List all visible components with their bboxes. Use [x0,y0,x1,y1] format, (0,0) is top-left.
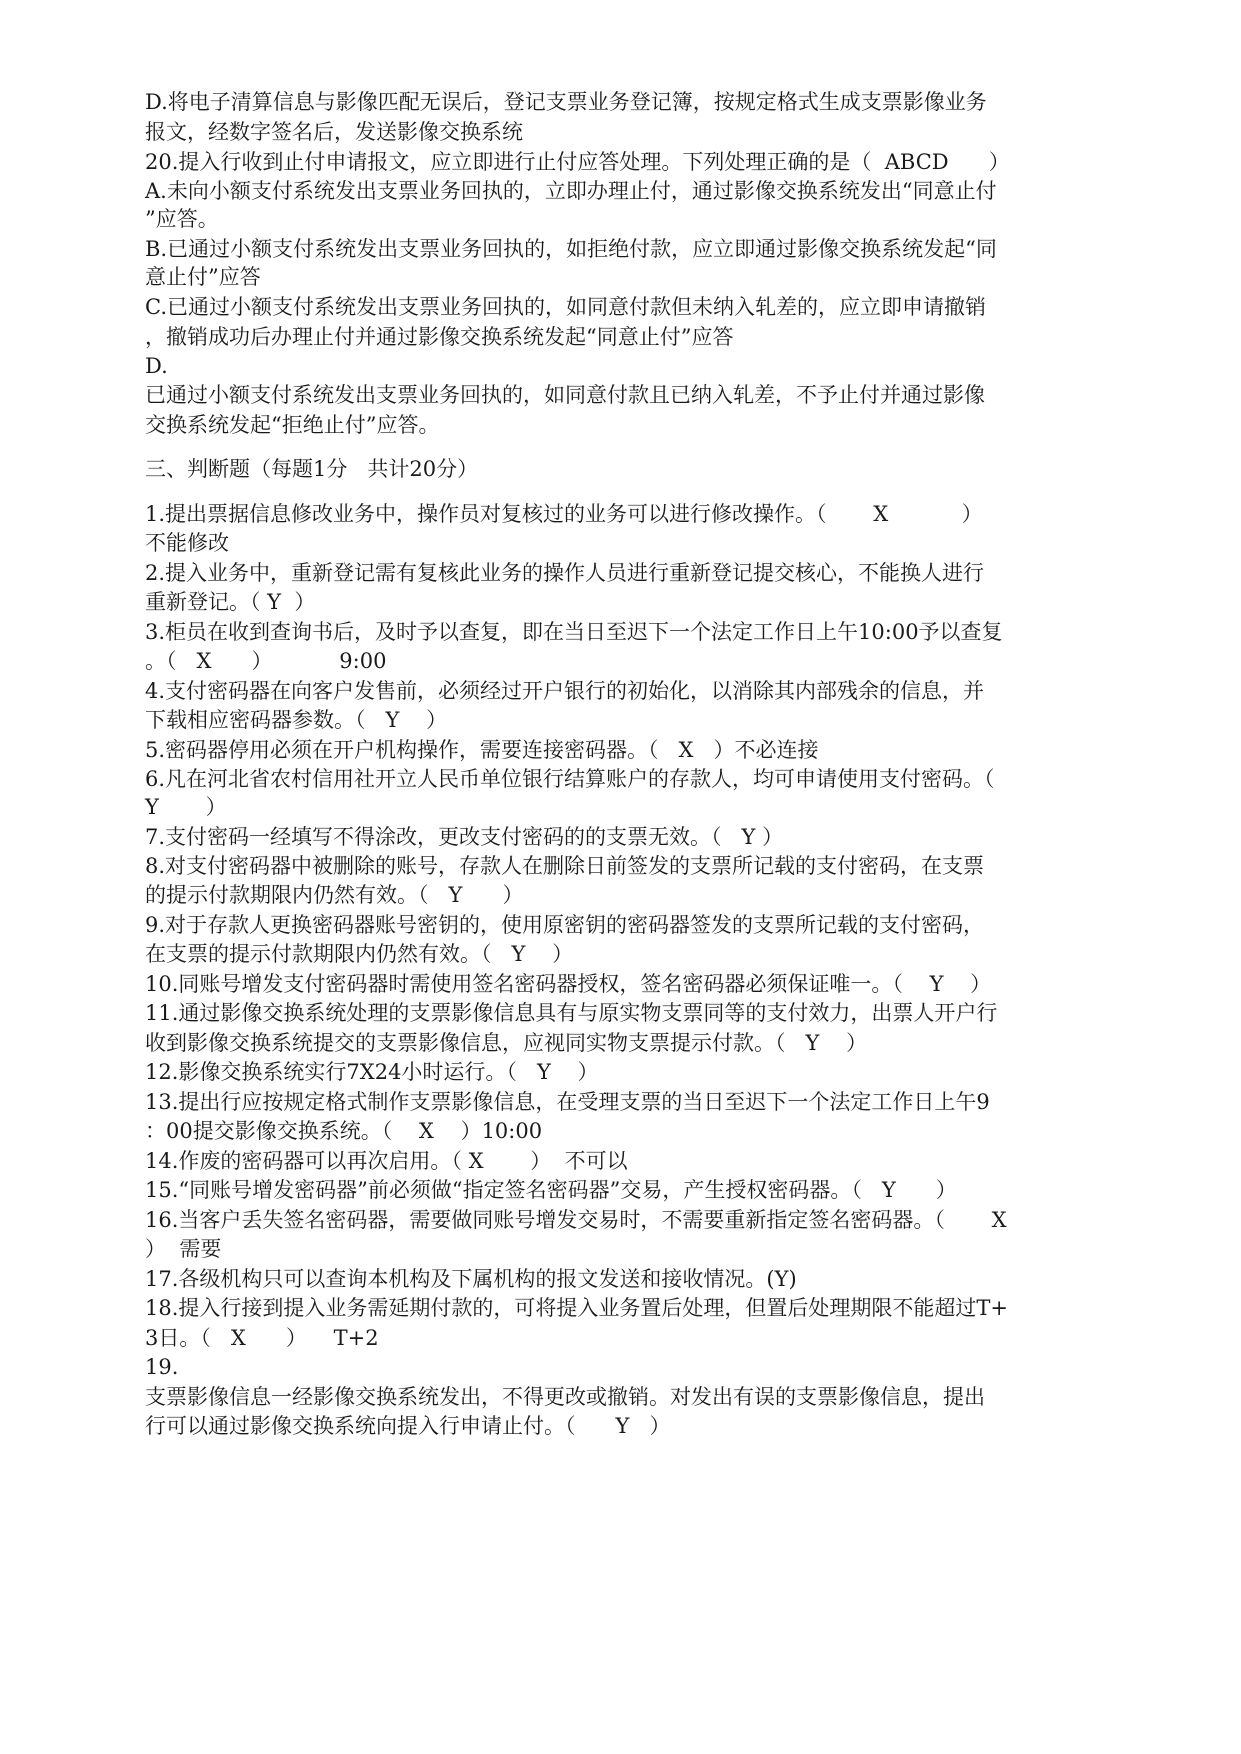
text-line: ） 需要 [145,1237,222,1261]
text-line: 。（ X ） 9:00 [145,649,387,673]
text-line: 17.各级机构只可以查询本机构及下属机构的报文发送和接收情况。(Y) [145,1267,797,1291]
text-line: 3.柜员在收到查询书后，及时予以查复，即在当日至迟下一个法定工作日上午10:00予以查复 [145,620,1003,644]
text-line: 2.提入业务中，重新登记需有复核此业务的操作人员进行重新登记提交核心，不能换人进行 [145,561,985,585]
text-line: 10.同账号增发支付密码器时需使用签名密码器授权，签名密码器必须保证唯一。（ Y ） [145,972,992,996]
text-line: 下载相应密码器参数。（ Y ） [145,708,448,732]
text-line: 14.作废的密码器可以再次启用。（ X ） 不可以 [145,1149,628,1173]
text-line: D.将电子清算信息与影像匹配无误后，登记支票业务登记簿，按规定格式生成支票影像业务 [145,90,987,114]
text-line: 的提示付款期限内仍然有效。（ Y ） [145,883,524,907]
text-line: ”应答。 [145,207,219,231]
text-line: 9.对于存款人更换密码器账号密钥的，使用原密钥的密码器签发的支票所记载的支付密码， [145,913,985,937]
text-line: 3日。（ X ） T+2 [145,1326,379,1350]
text-line: 20.提入行收到止付申请报文，应立即进行止付应答处理。下列处理正确的是（ ABCD ） [145,150,1010,174]
text-line: 6.凡在河北省农村信用社开立人民币单位银行结算账户的存款人，均可申请使用支付密码。（ [145,767,995,791]
text-line: Y ） [145,795,227,819]
text-line: 已通过小额支付系统发出支票业务回执的，如同意付款且已纳入轧差，不予止付并通过影像 [145,383,985,407]
text-line: 19. [145,1355,179,1379]
text-line: C.已通过小额支付系统发出支票业务回执的，如同意付款但未纳入轧差的，应立即申请撤销 [145,295,986,319]
text-line: 1.提出票据信息修改业务中，操作员对复核过的业务可以进行修改操作。（ X ） [145,502,983,526]
text-line: 12.影像交换系统实行7X24小时运行。（ Y ） [145,1060,599,1084]
text-line: ，撤销成功后办理止付并通过影像交换系统发起“同意止付”应答 [145,325,734,349]
text-line: 15.“同账号增发密码器”前必须做“指定签名密码器”交易，产生授权密码器。（ Y ） [145,1178,957,1202]
text-line: 在支票的提示付款期限内仍然有效。（ Y ） [145,942,574,966]
text-line: 交换系统发起“拒绝止付”应答。 [145,413,440,437]
text-line: 支票影像信息一经影像交换系统发出，不得更改或撤销。对发出有误的支票影像信息，提出 [145,1385,985,1409]
text-line: 11.通过影像交换系统处理的支票影像信息具有与原实物支票同等的支付效力，出票人开户行 [145,1001,998,1025]
text-line: 7.支付密码一经填写不得涂改，更改支付密码的的支票无效。（ Y ） [145,825,784,849]
text-line: 三、判断题（每题1分 共计20分） [145,457,479,481]
text-line: D. [145,354,168,378]
text-line: ：00提交影像交换系统。（ X ）10:00 [145,1119,543,1143]
text-line: 16.当客户丢失签名密码器，需要做同账号增发交易时，不需要重新指定签名密码器。（ X [145,1208,1007,1232]
text-line: 意止付”应答 [145,265,261,289]
text-line: 5.密码器停用必须在开户机构操作，需要连接密码器。（ X ）不必连接 [145,738,819,762]
text-line: A.未向小额支付系统发出支票业务回执的，立即办理止付，通过影像交换系统发出“同意止付 [145,179,997,203]
text-line: 8.对支付密码器中被删除的账号，存款人在删除日前签发的支票所记载的支付密码，在支票 [145,854,985,878]
text-line: B.已通过小额支付系统发出支票业务回执的，如拒绝付款，应立即通过影像交换系统发起“同 [145,237,997,261]
text-line: 4.支付密码器在向客户发售前，必须经过开户银行的初始化，以消除其内部残余的信息，并 [145,679,985,703]
text-line: 行可以通过影像交换系统向提入行申请止付。（ Y ） [145,1414,671,1438]
text-line: 不能修改 [145,531,229,555]
text-line: 收到影像交换系统提交的支票影像信息，应视同实物支票提示付款。（ Y ） [145,1031,868,1055]
text-line: 18.提入行接到提入业务需延期付款的，可将提入业务置后处理，但置后处理期限不能超过T+ [145,1296,1008,1320]
text-line: 重新登记。（ Y ） [145,590,316,614]
text-line: 报文，经数字签名后，发送影像交换系统 [145,120,523,144]
text-line: 13.提出行应按规定格式制作支票影像信息，在受理支票的当日至迟下一个法定工作日上午9 [145,1090,990,1114]
